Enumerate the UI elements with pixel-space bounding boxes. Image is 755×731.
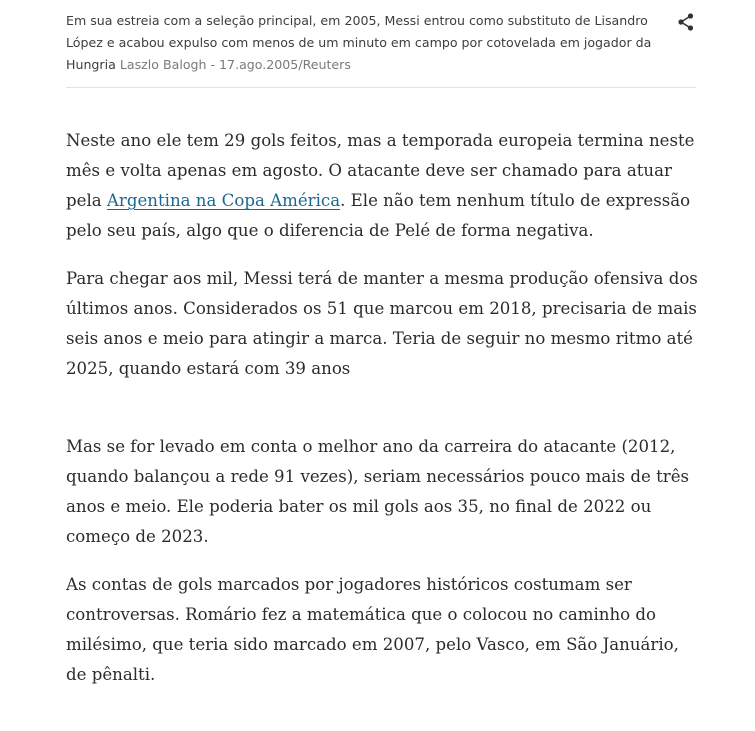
- photo-caption: [66, 10, 666, 76]
- photo-credit: Laszlo Balogh - 17.ago.2005/Reuters: [119, 57, 351, 72]
- paragraph-1-text-end: . Ele não tem nenhum título de expressão pelo seu país, algo que o diferencia de Pelé de forma negativa.: [66, 191, 691, 240]
- article-paragraph-2: Para chegar aos mil, Messi terá de manter a mesma produção ofensiva dos últimos anos. Considerados os 51 que marcou em 2018, precisaria de mais seis anos e meio para atingir a marca. Teria de seguir no mesmo ritmo até 2025, quando estará com 39 anos: [66, 269, 698, 378]
- caption-text: Em sua estreia com a seleção principal, em 2005, Messi entrou como substituto de Lisandro López e acabou expulso com menos de um minuto em campo por cotovelada em jogador da Hungria: [66, 13, 652, 72]
- article-paragraph-3: Mas se for levado em conta o melhor ano da carreira do atacante (2012, quando balançou a rede 91 vezes), seriam necessários pouco mais de três anos e meio. Ele poderia bater os mil gols aos 35, no final de 2022 ou começo de 2023.: [66, 437, 690, 546]
- paragraph-1-text-start: Neste ano ele tem 29 gols feitos, mas a temporada europeia termina neste mês e volta apenas em agosto. O atacante deve ser chamado para atuar pela: [66, 131, 695, 210]
- photo-caption-block: [66, 10, 696, 88]
- article-paragraph-1: [66, 126, 701, 246]
- argentina-copa-america-link[interactable]: Argentina na Copa América: [106, 191, 341, 210]
- share-icon[interactable]: [676, 12, 696, 32]
- article-body: [66, 126, 701, 690]
- article-paragraph-4: As contas de gols marcados por jogadores históricos costumam ser controversas. Romário fez a matemática que o colocou no caminho do milésimo, que teria sido marcado em 2007, pelo Vasco, em São Januário, de pênalti.: [66, 575, 679, 684]
